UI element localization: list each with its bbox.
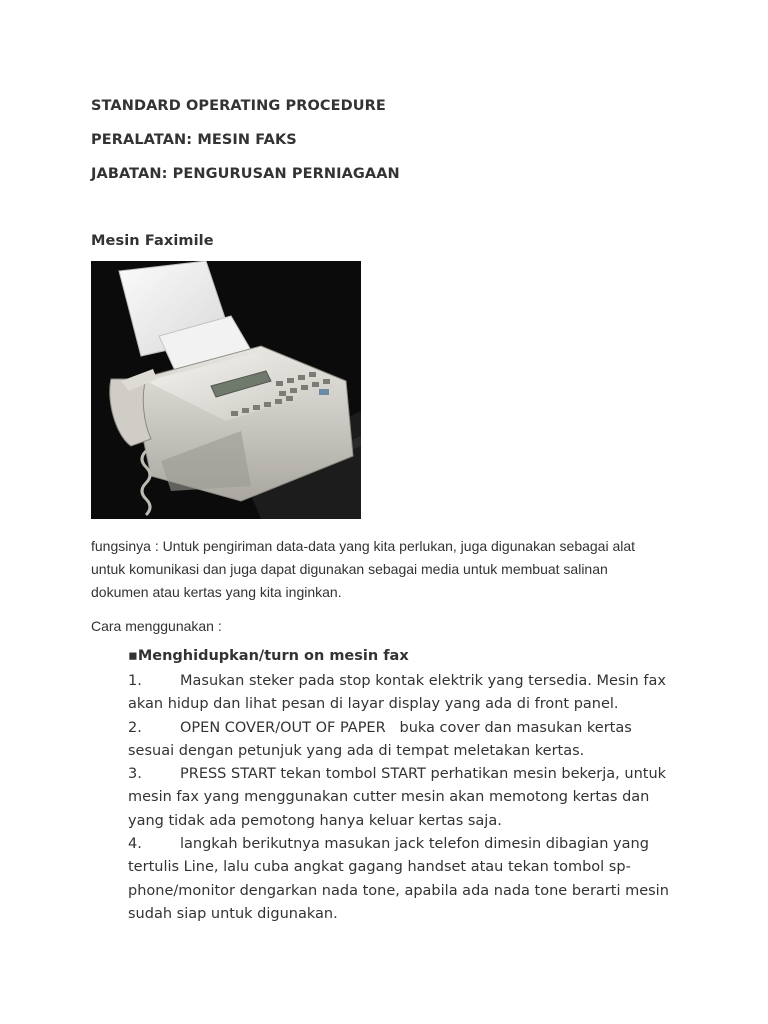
function-paragraph xyxy=(91,535,691,604)
step-number: 4. xyxy=(128,836,142,853)
usage-label: Cara menggunakan : xyxy=(91,618,222,634)
step-4-line-4: sudah siap untuk digunakan. xyxy=(128,905,338,922)
step-3-line-1 xyxy=(128,763,688,786)
step-text: OPEN COVER/OUT OF PAPER buka cover dan masukan kertas xyxy=(180,719,632,736)
step-1-line-2: akan hidup dan lihat pesan di layar display yang ada di front panel. xyxy=(128,696,619,713)
step-4-line-2: tertulis Line, lalu cuba angkat gagang handset atau tekan tombol sp- xyxy=(128,859,631,876)
step-1-line-1 xyxy=(128,670,688,693)
fax-machine-photo xyxy=(91,261,361,519)
paragraph-line: dokumen atau kertas yang kita inginkan. xyxy=(91,584,342,600)
paragraph-line: untuk komunikasi dan juga dapat digunakan sebagai media untuk membuat salinan xyxy=(91,561,608,577)
step-3-line-3: yang tidak ada pemotong hanya keluar kertas saja. xyxy=(128,812,502,829)
department-line: JABATAN: PENGURUSAN PERNIAGAAN xyxy=(91,166,400,182)
step-4-line-3: phone/monitor dengarkan nada tone, apabila ada nada tone berarti mesin xyxy=(128,882,669,899)
section-title: Mesin Faximile xyxy=(91,233,214,249)
subsection-title: Menghidupkan/turn on mesin fax xyxy=(137,648,409,664)
steps-list xyxy=(128,670,688,926)
step-text: PRESS START tekan tombol START perhatikan mesin bekerja, untuk xyxy=(180,766,667,783)
step-3-line-2: mesin fax yang menggunakan cutter mesin akan memotong kertas dan xyxy=(128,789,650,806)
step-2-line-2: sesuai dengan petunjuk yang ada di tempat meletakan kertas. xyxy=(128,742,585,759)
equipment-line: PERALATAN: MESIN FAKS xyxy=(91,132,297,148)
step-2-line-1 xyxy=(128,717,688,740)
document-title: STANDARD OPERATING PROCEDURE xyxy=(91,98,386,114)
step-number: 2. xyxy=(128,719,142,736)
step-text: Masukan steker pada stop kontak elektrik yang tersedia. Mesin fax xyxy=(180,673,666,689)
step-4-line-1 xyxy=(128,833,688,856)
subsection-heading xyxy=(128,648,409,664)
step-number: 3. xyxy=(128,766,142,783)
paragraph-line: fungsinya : Untuk pengiriman data-data yang kita perlukan, juga digunakan sebagai alat xyxy=(91,538,636,554)
step-number: 1. xyxy=(128,673,142,689)
bullet-marker: ▪ xyxy=(128,648,138,664)
step-text: langkah berikutnya masukan jack telefon dimesin dibagian yang xyxy=(180,836,649,853)
